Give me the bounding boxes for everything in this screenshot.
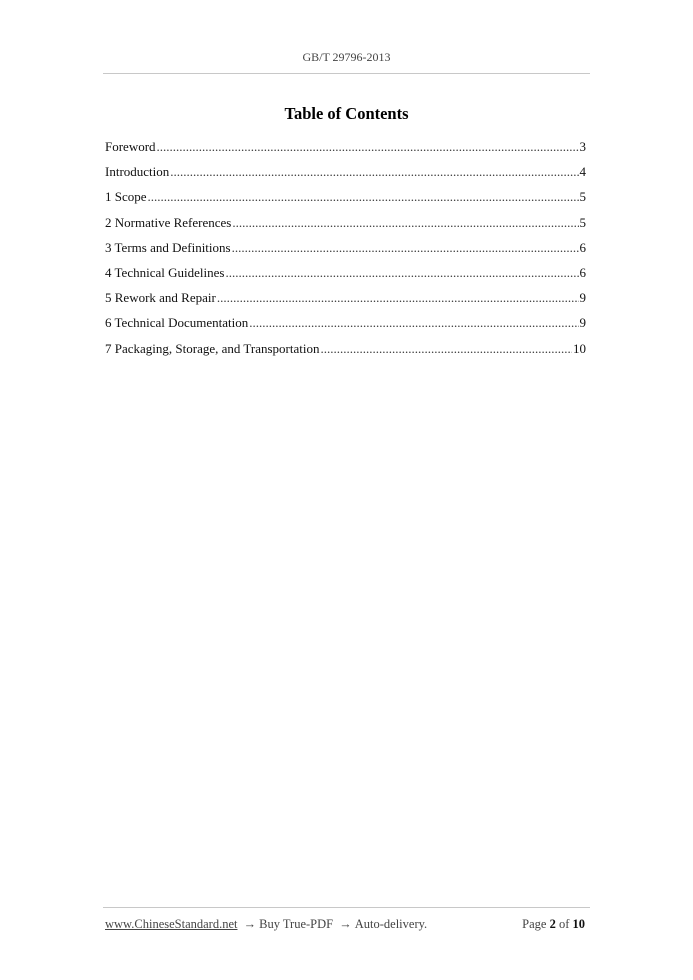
of-word: of (558, 917, 570, 931)
toc-entry-foreword[interactable] (105, 139, 586, 164)
page-counter (522, 917, 585, 932)
toc-entry-label: Foreword (105, 139, 156, 154)
dot-leader (320, 341, 572, 357)
toc-entry-page: 9 (579, 315, 586, 331)
toc-entry-label: 5 Rework and Repair (105, 290, 216, 306)
toc-entry-page: 6 (579, 239, 586, 255)
auto-delivery-text: Auto-delivery. (354, 917, 428, 931)
dot-leader (249, 315, 578, 331)
toc-title: Table of Contents (284, 104, 409, 123)
toc-entry-normative-references[interactable] (105, 215, 586, 240)
toc-entry-page: 5 (579, 214, 586, 230)
header-divider (103, 73, 590, 74)
dot-leader (217, 290, 579, 306)
toc-list (105, 139, 586, 366)
toc-entry-scope[interactable] (105, 189, 586, 214)
toc-entry-label: 6 Technical Documentation (105, 315, 249, 331)
toc-entry-page: 3 (579, 139, 586, 154)
toc-entry-label: 4 Technical Guidelines (105, 264, 225, 280)
dot-leader (232, 215, 578, 231)
buy-true-pdf-text: Buy True-PDF (259, 917, 334, 931)
dot-leader (225, 265, 578, 281)
site-link[interactable]: www.ChineseStandard.net (105, 917, 238, 931)
dot-leader (232, 240, 579, 256)
toc-entry-technical-documentation[interactable] (105, 315, 586, 340)
toc-entry-introduction[interactable] (105, 164, 586, 189)
toc-entry-rework-and-repair[interactable] (105, 290, 586, 315)
dot-leader (148, 189, 579, 205)
toc-entry-terms-and-definitions[interactable] (105, 240, 586, 265)
toc-entry-technical-guidelines[interactable] (105, 265, 586, 290)
dot-leader (157, 139, 579, 155)
toc-entry-page: 6 (579, 264, 586, 280)
arrow-right-icon: → (243, 917, 257, 931)
toc-entry-page: 4 (579, 164, 586, 180)
toc-entry-label: 7 Packaging, Storage, and Transportation (105, 340, 320, 356)
toc-entry-label: 1 Scope (105, 189, 147, 205)
footer-divider (103, 907, 590, 908)
toc-entry-label: Introduction (105, 164, 170, 180)
dot-leader (170, 164, 578, 180)
toc-entry-page: 9 (579, 290, 586, 306)
page-word: Page (522, 917, 547, 931)
toc-entry-packaging-storage-transportation[interactable] (105, 341, 586, 366)
total-pages-number: 10 (572, 917, 585, 931)
toc-entry-page: 10 (573, 340, 586, 356)
toc-entry-label: 2 Normative References (105, 214, 232, 230)
running-header: GB/T 29796-2013 (302, 50, 391, 64)
arrow-right-icon: → (339, 917, 352, 931)
toc-entry-label: 3 Terms and Definitions (105, 239, 231, 255)
footer-promo (105, 917, 427, 932)
toc-entry-page: 5 (579, 189, 586, 205)
current-page-number: 2 (549, 917, 556, 931)
